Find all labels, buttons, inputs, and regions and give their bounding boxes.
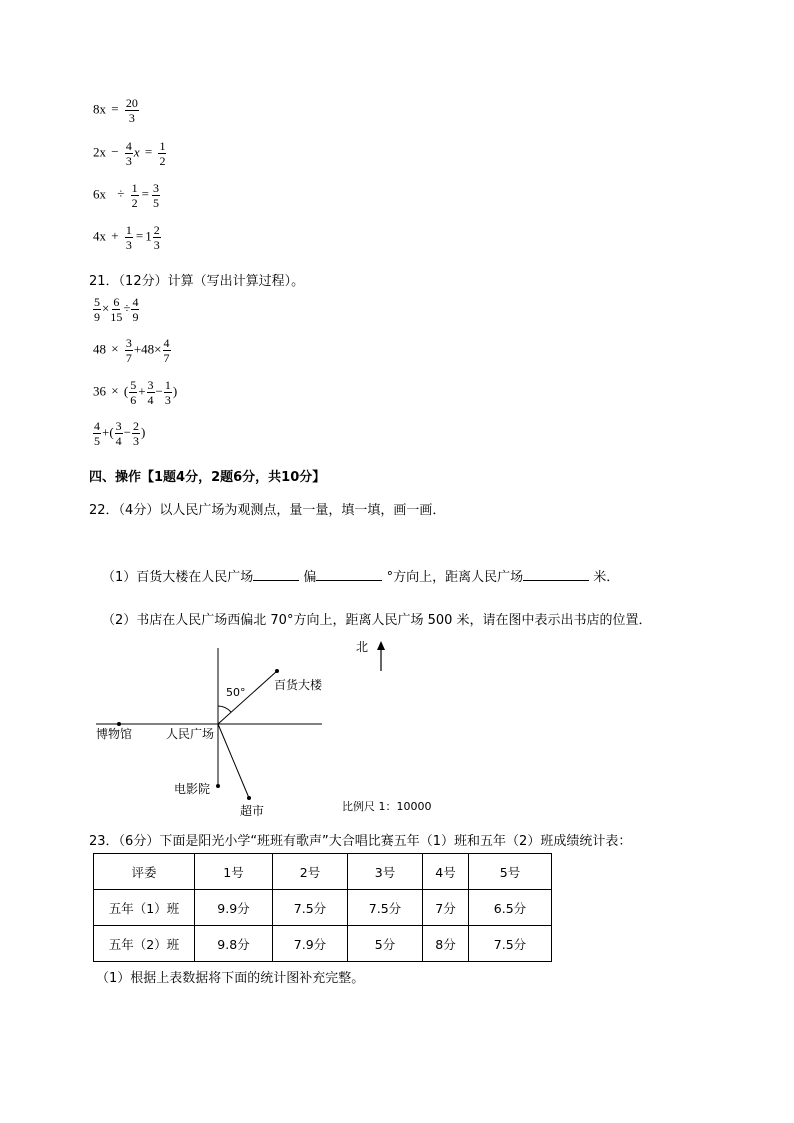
- equation-2: [93, 140, 167, 167]
- c3-rparen: ): [172, 383, 178, 399]
- table-cell: 五年（2）班: [94, 926, 195, 962]
- eq3-op1: ÷: [117, 186, 125, 202]
- denominator: 3: [128, 111, 135, 125]
- numerator: 5: [130, 378, 137, 392]
- c3-op2: +: [138, 383, 146, 399]
- denominator: 3: [125, 238, 132, 252]
- denominator: 6: [130, 393, 137, 407]
- eq3-term: 6x: [93, 186, 106, 202]
- eq3-rhs-fraction: [152, 182, 160, 209]
- angle-label: 50°: [226, 686, 246, 699]
- eq4-whole: 1: [145, 228, 152, 244]
- equation-1: [93, 97, 140, 124]
- scores-table: [93, 853, 552, 962]
- numerator: 4: [163, 336, 170, 350]
- c2-op1: ×: [111, 341, 119, 357]
- equation-3: [93, 182, 161, 209]
- eq2-rhs-fraction: [158, 140, 166, 167]
- scale-label: 比例尺 1：10000: [342, 800, 432, 813]
- angle-blank[interactable]: [316, 580, 382, 581]
- numerator: 3: [115, 419, 122, 433]
- calc-3: [93, 379, 177, 406]
- dept-store-point: [275, 669, 279, 673]
- table-cell: 6.5分: [469, 890, 552, 926]
- denominator: 9: [94, 310, 100, 324]
- c2-op2: +48×: [133, 341, 162, 357]
- c3-fraction-3: [164, 379, 172, 406]
- eq4-term: 4x: [93, 228, 106, 244]
- numerator: 4: [125, 139, 132, 153]
- equation-4: [93, 224, 162, 251]
- denominator: 2: [131, 196, 138, 210]
- ray-supermarket: [218, 724, 249, 798]
- c4-op2: −: [123, 424, 132, 440]
- eq4-op1: +: [111, 228, 119, 244]
- table-cell: 9.9分: [195, 890, 273, 926]
- dept-store-label: 百货大楼: [274, 678, 323, 692]
- supermarket-label: 超市: [240, 804, 265, 818]
- eq2-term: 2x: [93, 144, 106, 160]
- distance-blank[interactable]: [523, 580, 589, 581]
- q22-p1-text-b: 偏: [303, 570, 317, 585]
- eq2-op2: =: [144, 144, 153, 160]
- table-row: [94, 890, 552, 926]
- denominator: 5: [152, 196, 159, 210]
- cinema-label: 电影院: [174, 782, 211, 796]
- numerator: 2: [133, 419, 140, 433]
- table-row: [94, 926, 552, 962]
- eq1-fraction: [125, 97, 139, 124]
- header-cell: 4号: [423, 854, 469, 890]
- c1-op1: ×: [102, 300, 110, 316]
- numerator: 1: [159, 139, 166, 153]
- direction-map: [0, 630, 794, 820]
- q22-part1: [102, 566, 619, 585]
- table-cell: 7分: [423, 890, 469, 926]
- denominator: 9: [132, 310, 139, 324]
- numerator: 6: [113, 295, 120, 309]
- table-cell: 8分: [423, 926, 469, 962]
- museum-point: [117, 722, 121, 726]
- direction-blank-1[interactable]: [253, 580, 299, 581]
- denominator: 4: [147, 393, 154, 407]
- c3-op3: −: [155, 383, 163, 399]
- table-cell: 五年（1）班: [94, 890, 195, 926]
- eq2-fraction: [125, 140, 133, 167]
- c4-fraction-3: [132, 420, 140, 447]
- square-label: 人民广场: [166, 727, 215, 741]
- cinema-point: [216, 784, 220, 788]
- c4-rparen: ): [141, 424, 146, 440]
- numerator: 4: [94, 419, 100, 433]
- numerator: 2: [153, 223, 160, 237]
- c3-op1: ×: [111, 383, 119, 399]
- numerator: 3: [152, 181, 159, 195]
- north-label: 北: [356, 640, 369, 654]
- calc-2: [93, 337, 172, 364]
- c3-lparen: (: [123, 383, 129, 399]
- table-cell: 7.5分: [469, 926, 552, 962]
- numerator: 4: [132, 295, 139, 309]
- eq3-op2: =: [141, 186, 149, 202]
- c4-fraction-1: [93, 420, 101, 447]
- eq1-op: =: [111, 101, 119, 117]
- header-cell: 1号: [195, 854, 273, 890]
- header-cell: 评委: [94, 854, 195, 890]
- north-arrow-head-icon: [377, 641, 385, 650]
- supermarket-point: [247, 796, 251, 800]
- q22-p1-text-d: 米．: [593, 570, 620, 585]
- c1-fraction-1: [93, 296, 101, 323]
- header-cell: 3号: [348, 854, 423, 890]
- numerator: 3: [147, 378, 154, 392]
- c1-op2: ÷: [123, 300, 131, 316]
- denominator: 3: [164, 393, 171, 407]
- numerator: 3: [125, 336, 132, 350]
- c1-fraction-3: [131, 296, 139, 323]
- numerator: 1: [131, 181, 138, 195]
- eq1-left: 8x: [93, 101, 106, 117]
- denominator: 7: [163, 351, 170, 365]
- eq3-fraction: [131, 182, 139, 209]
- c2-fraction-1: [125, 337, 133, 364]
- header-cell: 2号: [273, 854, 348, 890]
- eq2-op1: −: [111, 144, 119, 160]
- eq2-var: x: [133, 144, 140, 160]
- denominator: 7: [125, 351, 132, 365]
- q22-p1-text-c: °方向上，距离人民广场: [386, 570, 524, 585]
- table-cell: 7.9分: [273, 926, 348, 962]
- c1-fraction-2: [110, 296, 122, 323]
- eq4-op2: =: [135, 228, 144, 244]
- c4-fraction-2: [115, 420, 123, 447]
- denominator: 4: [115, 434, 122, 448]
- numerator: 1: [125, 223, 132, 237]
- denominator: 5: [94, 434, 100, 448]
- c2-term: 48: [93, 341, 106, 357]
- denominator: 3: [125, 154, 132, 168]
- c3-fraction-2: [147, 379, 155, 406]
- header-cell: 5号: [469, 854, 552, 890]
- eq4-rhs-fraction: [153, 224, 161, 251]
- q22-title: 22．（4分）以人民广场为观测点，量一量，填一填，画一画．: [89, 503, 446, 518]
- q23-sub1: （1）根据上表数据将下面的统计图补充完整。: [96, 971, 365, 986]
- calc-4: [92, 420, 145, 447]
- q23-title: 23．（6分）下面是阳光小学“班班有歌声”大合唱比赛五年（1）班和五年（2）班成绩统计表：: [89, 834, 632, 849]
- table-cell: 5分: [348, 926, 423, 962]
- museum-label: 博物馆: [96, 727, 133, 741]
- q21-title: 21．（12分）计算（写出计算过程）。: [89, 274, 305, 289]
- denominator: 3: [133, 434, 140, 448]
- table-cell: 7.5分: [348, 890, 423, 926]
- c2-fraction-2: [163, 337, 171, 364]
- c3-term: 36: [93, 383, 106, 399]
- q22-p1-text-a: （1）百货大楼在人民广场: [102, 570, 254, 585]
- c3-fraction-1: [129, 379, 137, 406]
- q22-part2: （2）书店在人民广场西偏北 70°方向上，距离人民广场 500 米，请在图中表示出书店的位置．: [102, 613, 652, 628]
- denominator: 3: [153, 238, 160, 252]
- denominator: 2: [159, 154, 166, 168]
- c4-op1: +(: [102, 424, 114, 440]
- calc-1: [92, 296, 140, 323]
- numerator: 1: [164, 378, 171, 392]
- numerator: 5: [94, 295, 100, 309]
- table-cell: 9.8分: [195, 926, 273, 962]
- angle-arc: [218, 706, 231, 712]
- eq4-fraction: [125, 224, 133, 251]
- table-header-row: [94, 854, 552, 890]
- numerator: 20: [125, 96, 138, 110]
- section-heading: 四、操作【1题4分，2题6分，共10分】: [89, 470, 326, 485]
- table-cell: 7.5分: [273, 890, 348, 926]
- denominator: 15: [110, 310, 123, 324]
